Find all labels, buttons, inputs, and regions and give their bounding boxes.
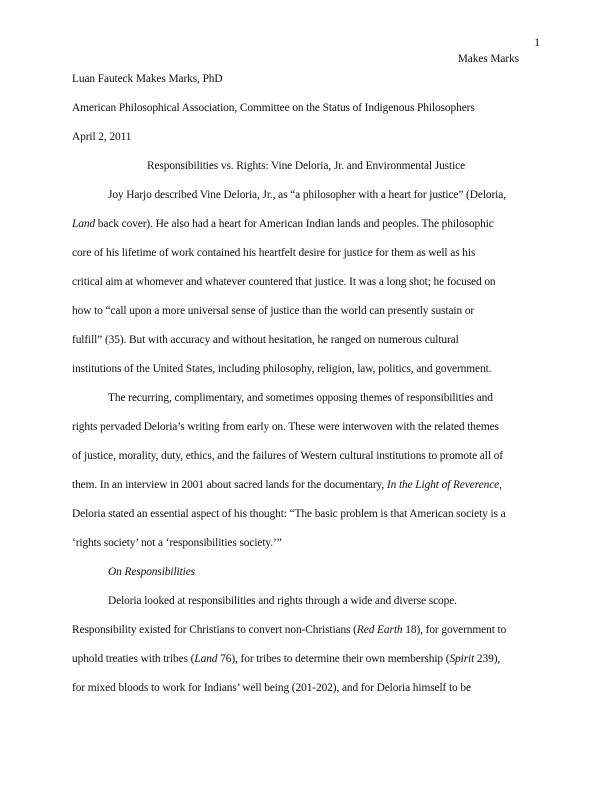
paragraph-line: ‘rights society’ not a ‘responsibilities society.’” [72, 537, 282, 549]
page-number: 1 [534, 35, 540, 49]
documentary-title: In the Light of Reverence [386, 479, 500, 491]
paragraph-line: how to “call upon a more universal sense of justice than the world can presently sustain or [72, 305, 475, 317]
book-title: Land [72, 218, 96, 230]
paragraph-line: fulfill” (35). But with accuracy and without hesitation, he ranged on numerous cultural [72, 334, 459, 346]
paragraph-line: uphold treaties with tribes (Land 76), for tribes to determine their own membership (Spirit 239), [72, 653, 501, 665]
paragraph-line: rights pervaded Deloria’s writing from early on. These were interwoven with the related themes [72, 421, 499, 433]
book-title: Spirit [449, 653, 475, 665]
paragraph-line: Joy Harjo described Vine Deloria, Jr., as “a philosopher with a heart for justice” (Deloria, [108, 189, 506, 201]
running-head: Makes Marks [457, 53, 519, 65]
paragraph-line: Deloria stated an essential aspect of his thought: “The basic problem is that American society is a [72, 508, 506, 520]
author-line: Luan Fauteck Makes Marks, PhD [72, 73, 223, 85]
paragraph-line: them. In an interview in 2001 about sacred lands for the documentary, In the Light of Reverence, [72, 479, 502, 491]
paragraph-line: Deloria looked at responsibilities and rights through a wide and diverse scope. [108, 595, 457, 607]
paragraph-line: The recurring, complimentary, and sometimes opposing themes of responsibilities and [108, 392, 493, 404]
paragraph-line: Responsibility existed for Christians to convert non-Christians (Red Earth 18), for government to [72, 624, 507, 636]
paragraph-line: of justice, morality, duty, ethics, and the failures of Western cultural institutions to promote all of [72, 450, 503, 462]
affiliation-line: American Philosophical Association, Committee on the Status of Indigenous Philosophers [72, 102, 475, 114]
date-line: April 2, 2011 [72, 131, 132, 143]
paragraph-line: Land back cover). He also had a heart for American Indian lands and peoples. The philosophic [72, 218, 494, 230]
paragraph-line: critical aim at whomever and whatever countered that justice. It was a long shot; he focused on [72, 276, 496, 288]
paragraph-line: institutions of the United States, including philosophy, religion, law, politics, and government. [72, 363, 492, 375]
paragraph-line: core of his lifetime of work contained his heartfelt desire for justice for them as well as his [72, 247, 476, 259]
book-title: Land [194, 653, 218, 665]
paper-title: Responsibilities vs. Rights: Vine Deloria, Jr. and Environmental Justice [146, 160, 466, 172]
paragraph-line: for mixed bloods to work for Indians’ well being (201-202), and for Deloria himself to be [72, 682, 471, 694]
section-heading: On Responsibilities [108, 566, 196, 578]
book-title: Red Earth [356, 624, 403, 636]
